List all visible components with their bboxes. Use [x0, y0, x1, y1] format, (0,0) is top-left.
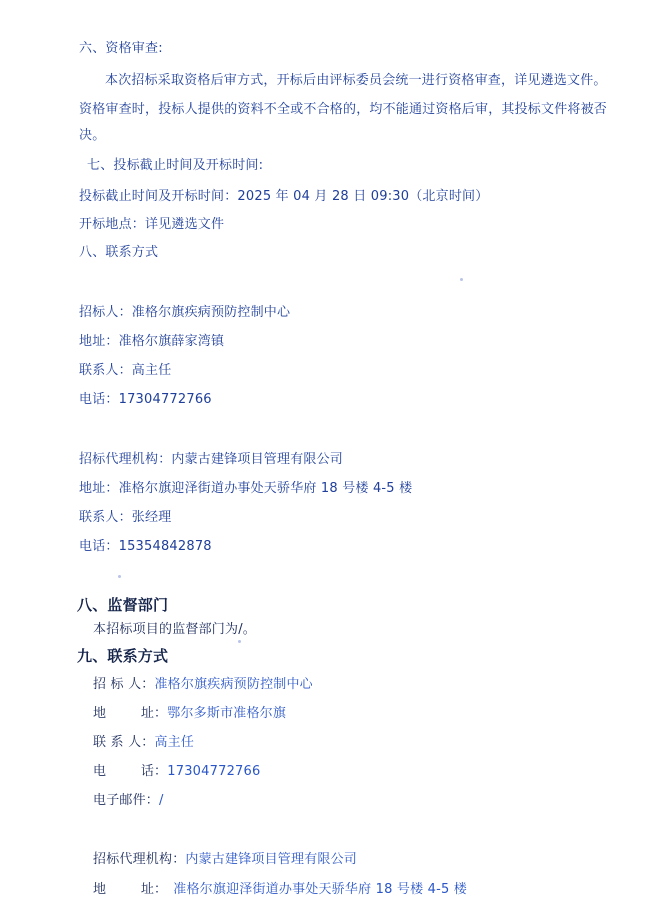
- s9-tenderer-value: 准格尔旗疾病预防控制中心: [154, 677, 313, 692]
- s9-tenderer-label: 招 标 人：: [93, 677, 155, 692]
- section7-heading: 七、投标截止时间及开标时间:: [87, 158, 264, 173]
- scan-speck: [238, 640, 241, 643]
- tenderer-phone-line: 电话：17304772766: [79, 392, 212, 407]
- s9-agency-row: [93, 852, 357, 868]
- s9-contact-row: [93, 735, 194, 751]
- s9-tenderer-row: [93, 677, 313, 693]
- s9-address-row: [93, 706, 286, 722]
- s9-phone-value: 17304772766: [167, 764, 261, 779]
- s9-agency-address-label: 地 址：: [93, 882, 168, 897]
- s9-agency-value: 内蒙古建锋项目管理有限公司: [185, 852, 358, 867]
- s9-agency-label: 招标代理机构：: [93, 852, 186, 867]
- s9-agency-address-value: 准格尔旗迎泽街道办事处天骄华府 18 号楼 4-5 楼: [173, 882, 467, 897]
- tenderer-address-line: 地址：准格尔旗薛家湾镇: [79, 334, 225, 349]
- tenderer-line: 招标人：准格尔旗疾病预防控制中心: [79, 305, 291, 320]
- section6-paragraph-line2: 资格审查时，投标人提供的资料不全或不合格的，均不能通过资格后审，其投标文件将被否: [79, 102, 608, 117]
- bid-opening-location: 开标地点：详见遴选文件: [79, 217, 225, 232]
- s9-email-row: [93, 793, 164, 809]
- s9-contact-label: 联 系 人：: [93, 735, 155, 750]
- s9-address-label: 地 址：: [93, 706, 168, 721]
- tenderer-contact-line: 联系人：高主任: [79, 363, 172, 378]
- section6-paragraph-line1: 本次招标采取资格后审方式，开标后由评标委员会统一进行资格审查，详见遴选文件。: [105, 73, 607, 88]
- section9-heading: 九、联系方式: [77, 647, 169, 665]
- section6-paragraph-line3: 决。: [79, 128, 106, 143]
- s9-email-label: 电子邮件：: [93, 793, 160, 808]
- supervision-text: 本招标项目的监督部门为/。: [93, 622, 256, 637]
- s9-address-value: 鄂尔多斯市准格尔旗: [167, 706, 287, 721]
- agency-phone-line: 电话：15354842878: [79, 539, 212, 554]
- s9-email-value: /: [159, 793, 164, 808]
- agency-address-line: 地址：准格尔旗迎泽街道办事处天骄华府 18 号楼 4-5 楼: [79, 481, 413, 496]
- s9-contact-value: 高主任: [154, 735, 195, 750]
- section6-heading: 六、资格审查:: [79, 41, 163, 56]
- bid-deadline: 投标截止时间及开标时间：2025 年 04 月 28 日 09:30（北京时间）: [79, 189, 489, 204]
- s9-agency-address-row: [93, 882, 467, 898]
- agency-line: 招标代理机构：内蒙古建锋项目管理有限公司: [79, 452, 344, 467]
- scan-speck: [460, 278, 463, 281]
- section8-contact-heading: 八、联系方式: [79, 245, 159, 260]
- agency-contact-line: 联系人：张经理: [79, 510, 172, 525]
- supervision-heading: 八、监督部门: [77, 596, 169, 614]
- s9-phone-row: [93, 764, 260, 780]
- s9-phone-label: 电 话：: [93, 764, 168, 779]
- scan-speck: [118, 575, 121, 578]
